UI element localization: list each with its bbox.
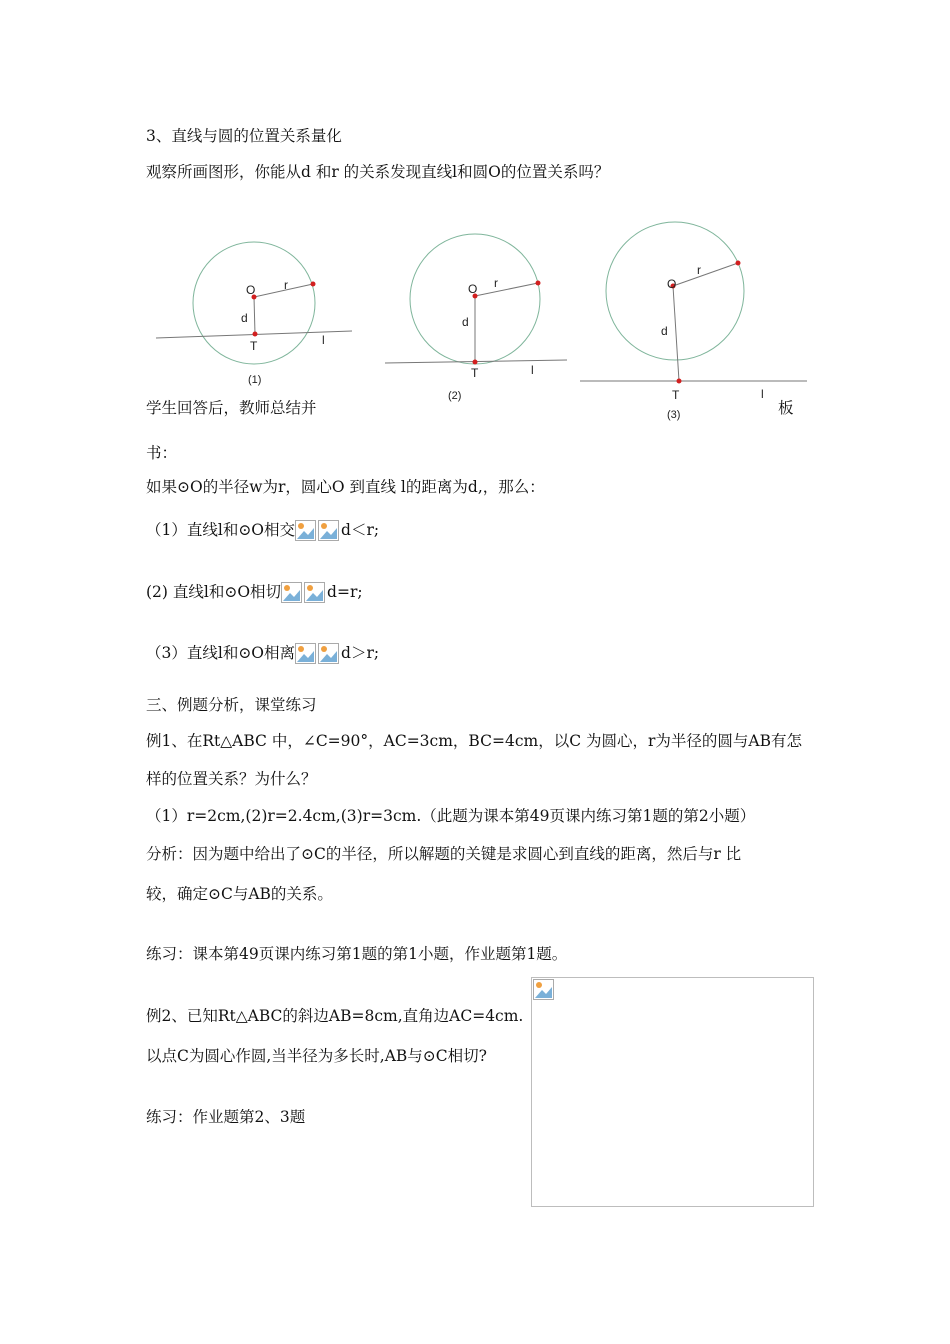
summary-continuation: 书： bbox=[146, 444, 178, 462]
caption-1: (1) bbox=[248, 374, 262, 386]
radius-end-point bbox=[736, 261, 741, 266]
figure-3 bbox=[575, 215, 810, 425]
case-1 bbox=[146, 520, 379, 542]
example-1-line-2: 样的位置关系？为什么？ bbox=[146, 770, 317, 788]
segment-d bbox=[673, 286, 679, 381]
case-relation: d＞r; bbox=[341, 644, 380, 662]
practice-2: 练习：作业题第2、3题 bbox=[146, 1108, 306, 1126]
label-t: T bbox=[672, 388, 680, 402]
broken-image-icon bbox=[281, 582, 303, 604]
segment-d bbox=[254, 297, 255, 334]
broken-image-icon bbox=[533, 979, 555, 1001]
label-l: l bbox=[322, 333, 325, 347]
label-r: r bbox=[697, 263, 701, 277]
case-2 bbox=[146, 582, 363, 604]
analysis-line-1: 分析：因为题中给出了⊙C的半径，所以解题的关键是求圆心到直线的距离，然后与r 比 bbox=[146, 845, 742, 863]
figure-2 bbox=[380, 225, 580, 410]
broken-image-icon bbox=[295, 643, 317, 665]
condition-text: 如果⊙O的半径w为r，圆心O 到直线 l的距离为d,，那么： bbox=[146, 478, 545, 496]
summary-text-end: 板 bbox=[778, 399, 794, 417]
example-2-line-1: 例2、已知Rt△ABC的斜边AB=8cm,直角边AC=4cm. bbox=[146, 1007, 524, 1025]
label-d: d bbox=[661, 324, 668, 338]
label-l: l bbox=[761, 387, 764, 401]
broken-image-icon bbox=[318, 643, 340, 665]
figure-1 bbox=[150, 230, 360, 395]
image-placeholder bbox=[531, 977, 814, 1207]
label-o: O bbox=[667, 277, 677, 291]
label-d: d bbox=[241, 311, 248, 325]
label-d: d bbox=[462, 315, 469, 329]
section-heading: 3、直线与圆的位置关系量化 bbox=[146, 127, 342, 145]
broken-image-icon bbox=[295, 520, 317, 542]
practice-1: 练习：课本第49页课内练习第1题的第1小题，作业题第1题。 bbox=[146, 945, 568, 963]
example-2-line-2: 以点C为圆心作圆,当半径为多长时,AB与⊙C相切? bbox=[146, 1047, 487, 1065]
case-3 bbox=[146, 643, 379, 665]
example-1-line-3: （1）r=2cm,(2)r=2.4cm,(3)r=3cm.（此题为课本第49页课内练习第1题的第2小题） bbox=[146, 807, 756, 825]
label-o: O bbox=[468, 282, 478, 296]
label-t: T bbox=[250, 339, 258, 353]
case-label: （1）直线l和⊙O相交 bbox=[146, 521, 296, 539]
foot-point bbox=[677, 379, 682, 384]
label-r: r bbox=[494, 276, 498, 290]
caption-2: (2) bbox=[448, 390, 462, 402]
section-title: 三、例题分析，课堂练习 bbox=[146, 696, 317, 714]
broken-image-icon bbox=[304, 582, 326, 604]
summary-text: 学生回答后，教师总结并 bbox=[146, 399, 317, 417]
label-t: T bbox=[471, 366, 479, 380]
case-relation: d＜r; bbox=[341, 521, 380, 539]
circle-o bbox=[606, 222, 744, 360]
case-relation: d=r; bbox=[327, 583, 363, 601]
label-r: r bbox=[284, 278, 288, 292]
foot-point bbox=[473, 360, 478, 365]
radius-end-point bbox=[311, 282, 316, 287]
analysis-line-2: 较，确定⊙C与AB的关系。 bbox=[146, 885, 333, 903]
segment-r bbox=[673, 263, 738, 286]
segment-r bbox=[475, 283, 538, 296]
label-o: O bbox=[246, 283, 256, 297]
example-1-line-1: 例1、在Rt△ABC 中，∠C=90°，AC=3cm，BC=4cm，以C 为圆心，r为半径的圆与AB有怎 bbox=[146, 732, 802, 750]
caption-3: (3) bbox=[667, 409, 681, 421]
radius-end-point bbox=[536, 281, 541, 286]
broken-image-icon bbox=[318, 520, 340, 542]
case-label: （3）直线l和⊙O相离 bbox=[146, 644, 296, 662]
case-label: (2) 直线l和⊙O相切 bbox=[146, 583, 282, 601]
foot-point bbox=[253, 332, 258, 337]
question-text: 观察所画图形，你能从d 和r 的关系发现直线l和圆O的位置关系吗？ bbox=[146, 163, 610, 181]
label-l: l bbox=[531, 363, 534, 377]
